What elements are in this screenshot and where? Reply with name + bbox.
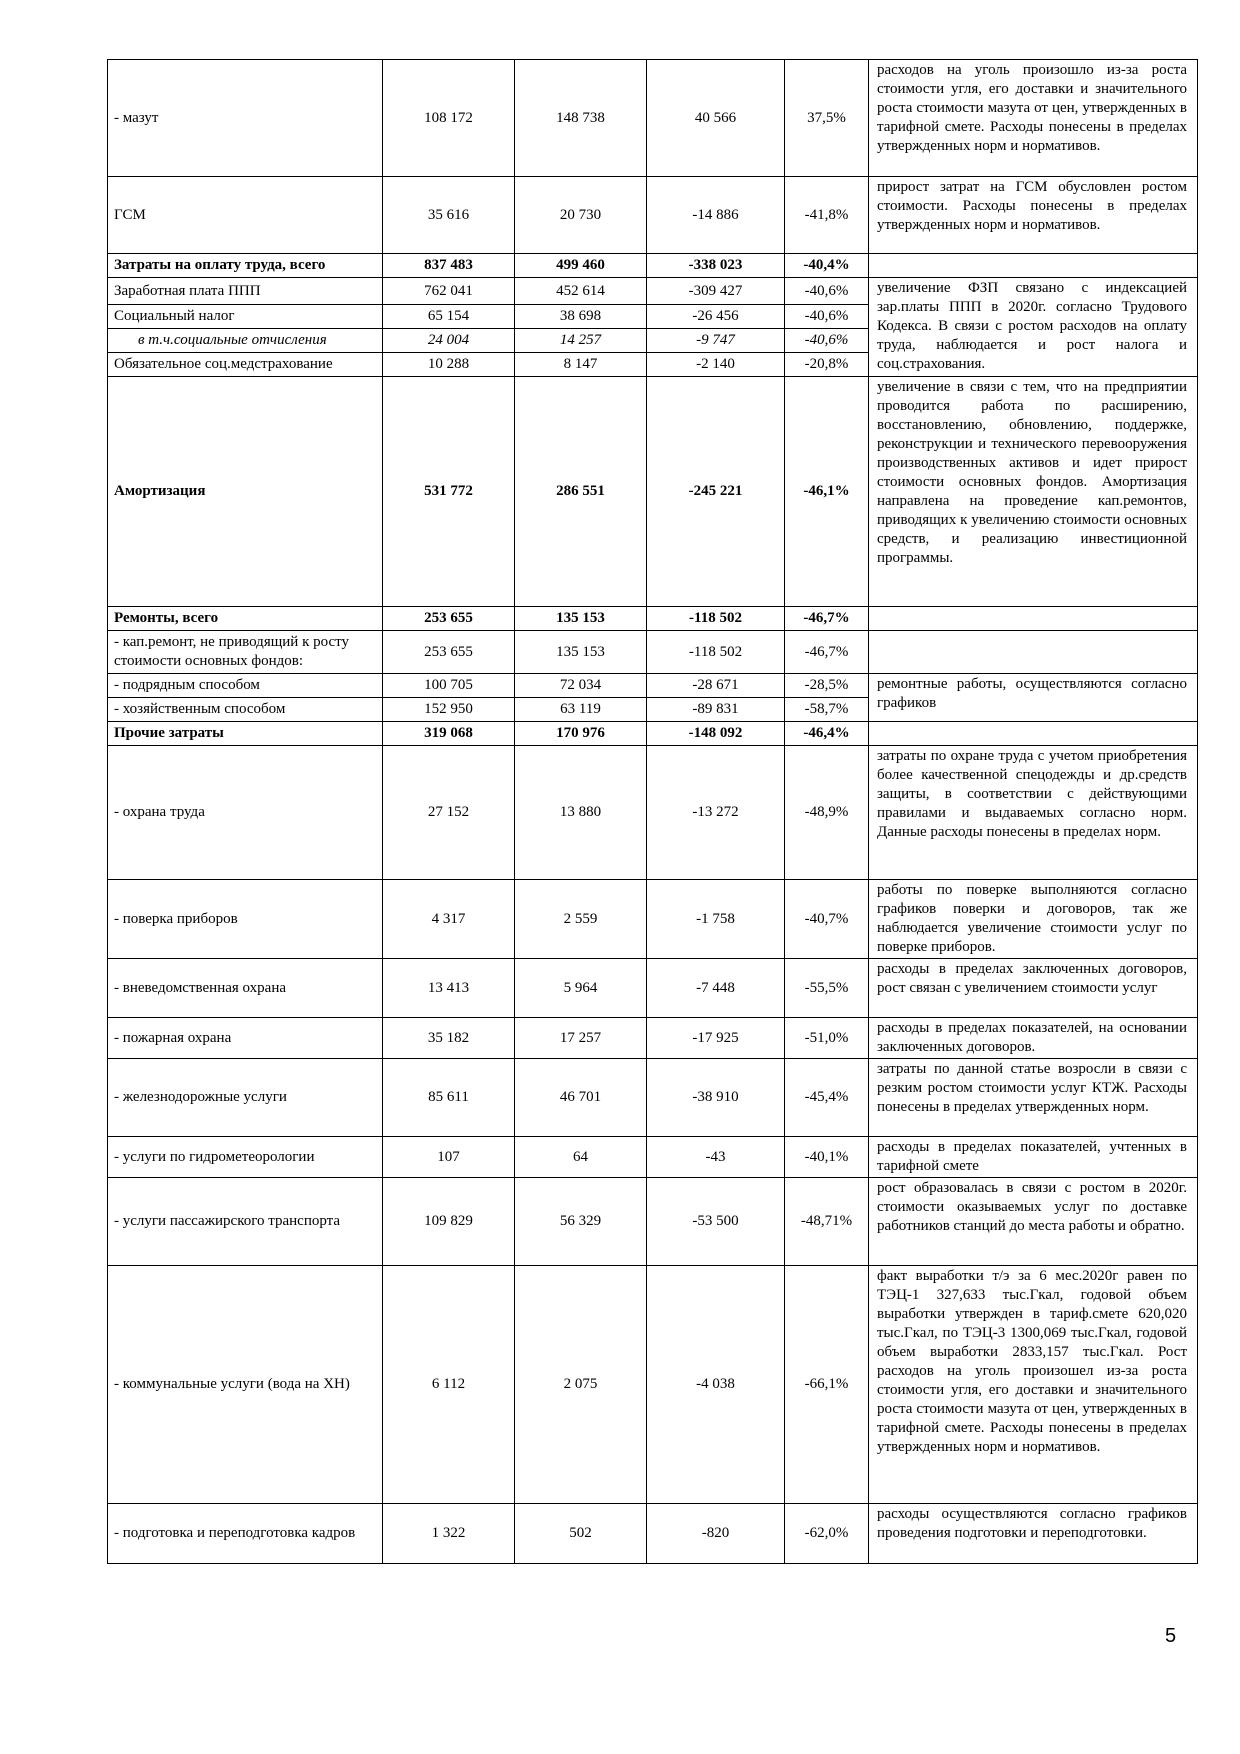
row-name: - услуги по гидрометеорологии bbox=[108, 1137, 383, 1178]
row-percent: -40,6% bbox=[785, 329, 869, 353]
row-note: ремонтные работы, осуществляются согласно графиков bbox=[869, 674, 1198, 722]
row-value-2: 2 075 bbox=[515, 1266, 647, 1504]
row-deviation: -245 221 bbox=[647, 377, 785, 607]
row-deviation: -118 502 bbox=[647, 607, 785, 631]
row-name: - подрядным способом bbox=[108, 674, 383, 698]
row-name: - услуги пассажирского транспорта bbox=[108, 1178, 383, 1266]
row-deviation: -338 023 bbox=[647, 254, 785, 278]
row-name: - кап.ремонт, не приводящий к росту стоимости основных фондов: bbox=[108, 631, 383, 674]
row-value-2: 14 257 bbox=[515, 329, 647, 353]
table-row-hydrometeorology bbox=[108, 1137, 1198, 1178]
row-name: - железнодорожные услуги bbox=[108, 1059, 383, 1137]
row-deviation: -53 500 bbox=[647, 1178, 785, 1266]
row-name: ГСМ bbox=[108, 177, 383, 254]
row-value-1: 319 068 bbox=[383, 722, 515, 746]
row-name: Социальный налог bbox=[108, 305, 383, 329]
table-row-depreciation bbox=[108, 377, 1198, 607]
row-percent: -45,4% bbox=[785, 1059, 869, 1137]
row-value-1: 35 616 bbox=[383, 177, 515, 254]
row-deviation: -38 910 bbox=[647, 1059, 785, 1137]
row-note: увеличение в связи с тем, что на предприятии проводится работа по расширению, восстановлению, обновлению, поддержке, реконструкции и технического перевооружения производственных активов и идет прирост стоимости основных фондов. Амортизация направлена на проведение кап.ремонтов, приводящих к увеличению стоимости основных средств, и реализацию инвестиционной программы. bbox=[869, 377, 1198, 607]
row-deviation: -17 925 bbox=[647, 1018, 785, 1059]
row-note bbox=[869, 722, 1198, 746]
table-row-other-costs bbox=[108, 722, 1198, 746]
row-note: расходы в пределах показателей, учтенных в тарифной смете bbox=[869, 1137, 1198, 1178]
row-value-2: 502 bbox=[515, 1504, 647, 1564]
row-value-1: 65 154 bbox=[383, 305, 515, 329]
row-name: - охрана труда bbox=[108, 746, 383, 880]
table-row-utilities bbox=[108, 1266, 1198, 1504]
row-percent: -48,9% bbox=[785, 746, 869, 880]
row-name: - вневедомственная охрана bbox=[108, 959, 383, 1018]
row-value-1: 531 772 bbox=[383, 377, 515, 607]
table-row-salary bbox=[108, 278, 1198, 305]
row-note: расходы осуществляются согласно графиков проведения подготовки и переподготовки. bbox=[869, 1504, 1198, 1564]
row-value-2: 452 614 bbox=[515, 278, 647, 305]
row-value-1: 152 950 bbox=[383, 698, 515, 722]
row-value-1: 10 288 bbox=[383, 353, 515, 377]
row-value-1: 24 004 bbox=[383, 329, 515, 353]
row-deviation: -7 448 bbox=[647, 959, 785, 1018]
table-row-railway bbox=[108, 1059, 1198, 1137]
row-note: рост образовалась в связи с ростом в 2020г. стоимости оказываемых услуг по доставке работников станций до места работы и обратно. bbox=[869, 1178, 1198, 1266]
row-value-2: 46 701 bbox=[515, 1059, 647, 1137]
row-name: Заработная плата ППП bbox=[108, 278, 383, 305]
row-name: - хозяйственным способом bbox=[108, 698, 383, 722]
row-percent: -51,0% bbox=[785, 1018, 869, 1059]
row-value-1: 108 172 bbox=[383, 60, 515, 177]
row-value-1: 253 655 bbox=[383, 631, 515, 674]
row-deviation: -2 140 bbox=[647, 353, 785, 377]
row-deviation: -148 092 bbox=[647, 722, 785, 746]
table-row-gsm bbox=[108, 177, 1198, 254]
row-value-2: 148 738 bbox=[515, 60, 647, 177]
row-note: затраты по данной статье возросли в связи с резким ростом стоимости услуг КТЖ. Расходы понесены в пределах утвержденных норм. bbox=[869, 1059, 1198, 1137]
row-note: прирост затрат на ГСМ обусловлен ростом стоимости. Расходы понесены в пределах утвержденных норм и нормативов. bbox=[869, 177, 1198, 254]
row-deviation: -43 bbox=[647, 1137, 785, 1178]
row-percent: -62,0% bbox=[785, 1504, 869, 1564]
row-value-2: 5 964 bbox=[515, 959, 647, 1018]
row-note: расходы в пределах показателей, на основании заключенных договоров. bbox=[869, 1018, 1198, 1059]
row-name: - пожарная охрана bbox=[108, 1018, 383, 1059]
row-value-2: 170 976 bbox=[515, 722, 647, 746]
row-deviation: -14 886 bbox=[647, 177, 785, 254]
row-value-2: 64 bbox=[515, 1137, 647, 1178]
row-note: расходов на уголь произошло из-за роста стоимости угля, его доставки и значительного роста стоимости мазута от цен, утвержденных в тарифной смете. Расходы понесены в пределах утвержденных норм и нормативов. bbox=[869, 60, 1198, 177]
row-value-2: 286 551 bbox=[515, 377, 647, 607]
table-row-capital-repair bbox=[108, 631, 1198, 674]
row-percent: -40,1% bbox=[785, 1137, 869, 1178]
row-percent: -55,5% bbox=[785, 959, 869, 1018]
row-value-2: 135 153 bbox=[515, 631, 647, 674]
row-value-2: 2 559 bbox=[515, 880, 647, 959]
row-percent: -46,7% bbox=[785, 631, 869, 674]
row-name: Ремонты, всего bbox=[108, 607, 383, 631]
row-name: в т.ч.социальные отчисления bbox=[108, 329, 383, 353]
row-name: - мазут bbox=[108, 60, 383, 177]
row-deviation: -9 747 bbox=[647, 329, 785, 353]
row-deviation: -13 272 bbox=[647, 746, 785, 880]
table-row-instrument-calibration bbox=[108, 880, 1198, 959]
row-name: Амортизация bbox=[108, 377, 383, 607]
row-deviation: -309 427 bbox=[647, 278, 785, 305]
row-value-1: 85 611 bbox=[383, 1059, 515, 1137]
table-row-mazut bbox=[108, 60, 1198, 177]
row-note: расходы в пределах заключенных договоров, рост связан с увеличением стоимости услуг bbox=[869, 959, 1198, 1018]
row-value-1: 109 829 bbox=[383, 1178, 515, 1266]
row-value-1: 6 112 bbox=[383, 1266, 515, 1504]
row-value-2: 20 730 bbox=[515, 177, 647, 254]
row-percent: -48,71% bbox=[785, 1178, 869, 1266]
row-deviation: 40 566 bbox=[647, 60, 785, 177]
row-value-1: 253 655 bbox=[383, 607, 515, 631]
row-name: - поверка приборов bbox=[108, 880, 383, 959]
row-name: - коммунальные услуги (вода на ХН) bbox=[108, 1266, 383, 1504]
table-row-labor-protection bbox=[108, 746, 1198, 880]
row-percent: 37,5% bbox=[785, 60, 869, 177]
row-value-1: 100 705 bbox=[383, 674, 515, 698]
row-note bbox=[869, 607, 1198, 631]
table-row-contract-method bbox=[108, 674, 1198, 698]
row-value-2: 56 329 bbox=[515, 1178, 647, 1266]
row-note: работы по поверке выполняются согласно графиков поверки и договоров, так же наблюдается увеличение стоимости услуг по поверке приборов. bbox=[869, 880, 1198, 959]
row-percent: -28,5% bbox=[785, 674, 869, 698]
table-row-repairs-total bbox=[108, 607, 1198, 631]
row-name: Обязательное соц.медстрахование bbox=[108, 353, 383, 377]
row-name: Затраты на оплату труда, всего bbox=[108, 254, 383, 278]
row-percent: -46,4% bbox=[785, 722, 869, 746]
row-value-2: 499 460 bbox=[515, 254, 647, 278]
row-note bbox=[869, 631, 1198, 674]
row-value-1: 107 bbox=[383, 1137, 515, 1178]
row-value-1: 762 041 bbox=[383, 278, 515, 305]
row-percent: -20,8% bbox=[785, 353, 869, 377]
row-deviation: -89 831 bbox=[647, 698, 785, 722]
page-number: 5 bbox=[1165, 1625, 1177, 1647]
row-value-1: 27 152 bbox=[383, 746, 515, 880]
row-name: - подготовка и переподготовка кадров bbox=[108, 1504, 383, 1564]
row-value-1: 837 483 bbox=[383, 254, 515, 278]
row-percent: -40,6% bbox=[785, 305, 869, 329]
row-deviation: -820 bbox=[647, 1504, 785, 1564]
row-note: факт выработки т/э за 6 мес.2020г равен по ТЭЦ-1 327,633 тыс.Гкал, годовой объем выработки утвержден в тариф.смете 620,020 тыс.Гкал, по ТЭЦ-3 1300,069 тыс.Гкал, годовой объем выработки 2833,157 тыс.Гкал. Рост расходов на уголь произошел из-за роста стоимости угля, его доставки и значительного роста стоимости мазута от цен, утвержденных в тарифной смете. Расходы понесены в пределах утвержденных норм и нормативов. bbox=[869, 1266, 1198, 1504]
cost-table bbox=[107, 59, 1198, 1564]
row-value-2: 72 034 bbox=[515, 674, 647, 698]
row-percent: -40,6% bbox=[785, 278, 869, 305]
row-percent: -46,1% bbox=[785, 377, 869, 607]
row-value-1: 4 317 bbox=[383, 880, 515, 959]
row-deviation: -28 671 bbox=[647, 674, 785, 698]
table-row-security bbox=[108, 959, 1198, 1018]
row-name: Прочие затраты bbox=[108, 722, 383, 746]
row-value-1: 13 413 bbox=[383, 959, 515, 1018]
row-value-2: 13 880 bbox=[515, 746, 647, 880]
row-percent: -58,7% bbox=[785, 698, 869, 722]
row-value-1: 35 182 bbox=[383, 1018, 515, 1059]
row-value-2: 8 147 bbox=[515, 353, 647, 377]
row-value-2: 63 119 bbox=[515, 698, 647, 722]
row-percent: -41,8% bbox=[785, 177, 869, 254]
table-row-fire-protection bbox=[108, 1018, 1198, 1059]
row-deviation: -26 456 bbox=[647, 305, 785, 329]
row-percent: -66,1% bbox=[785, 1266, 869, 1504]
row-percent: -40,4% bbox=[785, 254, 869, 278]
row-value-2: 17 257 bbox=[515, 1018, 647, 1059]
row-value-2: 38 698 bbox=[515, 305, 647, 329]
row-value-1: 1 322 bbox=[383, 1504, 515, 1564]
row-note bbox=[869, 254, 1198, 278]
row-deviation: -4 038 bbox=[647, 1266, 785, 1504]
table-row-labor-total bbox=[108, 254, 1198, 278]
row-deviation: -118 502 bbox=[647, 631, 785, 674]
row-note: затраты по охране труда с учетом приобретения более качественной спецодежды и др.средств защиты, в соответствии с действующими правилами и выдаваемых согласно норм. Данные расходы понесены в пределах норм. bbox=[869, 746, 1198, 880]
row-percent: -40,7% bbox=[785, 880, 869, 959]
row-percent: -46,7% bbox=[785, 607, 869, 631]
table-row-training bbox=[108, 1504, 1198, 1564]
row-deviation: -1 758 bbox=[647, 880, 785, 959]
row-note: увеличение ФЗП связано с индексацией зар.платы ППП в 2020г. согласно Трудового Кодекса. В связи с ростом расходов на оплату труда, наблюдается и рост налога и соц.страхования. bbox=[869, 278, 1198, 377]
table-row-passenger-transport bbox=[108, 1178, 1198, 1266]
row-value-2: 135 153 bbox=[515, 607, 647, 631]
